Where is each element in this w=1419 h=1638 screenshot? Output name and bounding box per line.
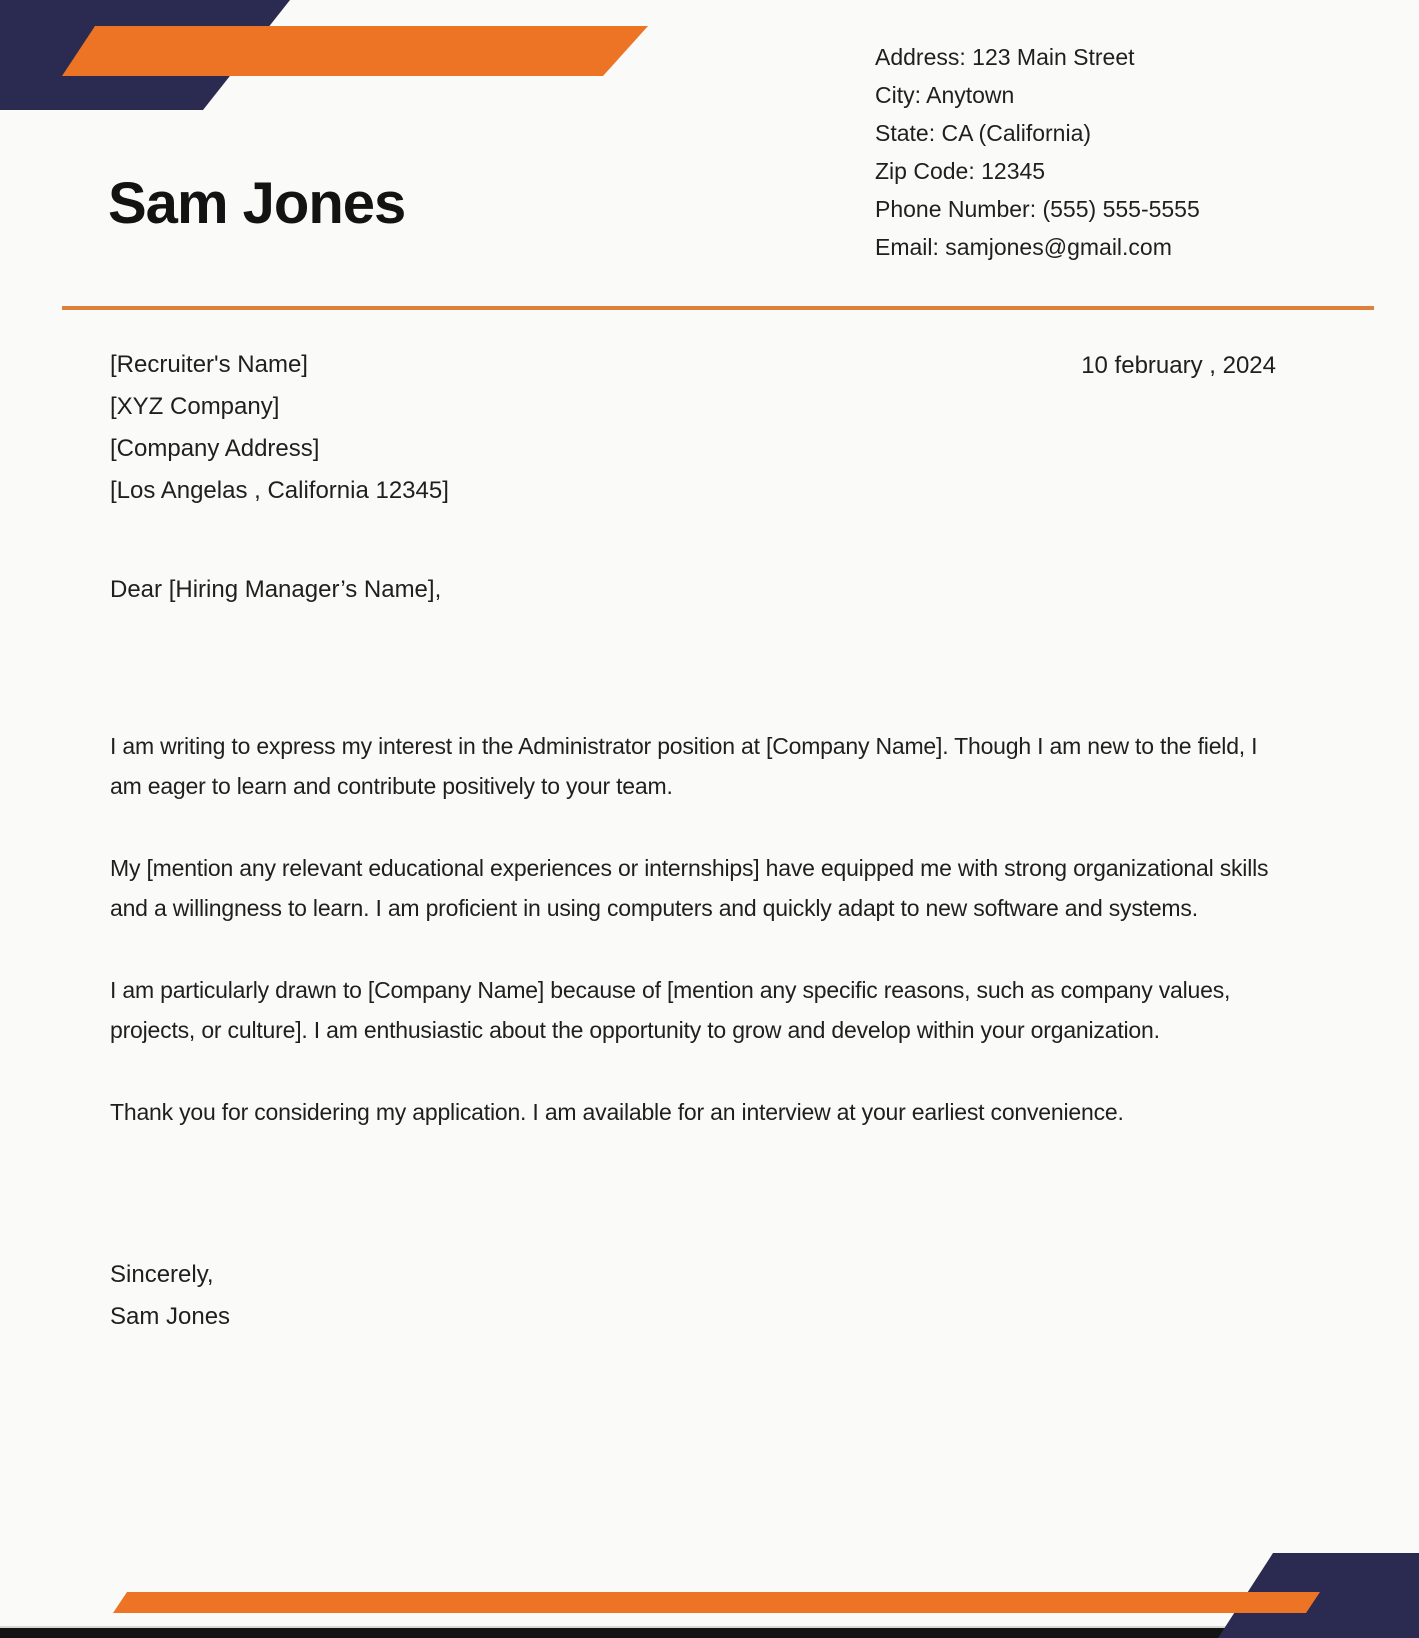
contact-info-block: [875, 38, 1200, 266]
letter-date: 10 february , 2024: [1081, 352, 1276, 379]
top-orange-band: [60, 26, 650, 76]
bottom-black-bar: [0, 1626, 1419, 1638]
salutation: Dear [Hiring Manager’s Name],: [110, 576, 442, 603]
closing-block: [110, 1254, 230, 1338]
recipient-company-line: [XYZ Company]: [110, 393, 280, 420]
contact-state-line: State: CA (California): [875, 120, 1092, 146]
recipient-name-line: [Recruiter's Name]: [110, 351, 308, 378]
contact-zip-line: Zip Code: 12345: [875, 158, 1046, 184]
page-title: Sam Jones: [108, 171, 406, 236]
paragraph-experience: My [mention any relevant educational experiences or internships] have equipped me with strong organizational skills and a willingness to learn. I am proficient in using computers and quickly adapt to new software and systems.: [110, 855, 1269, 921]
contact-city-line: City: Anytown: [875, 82, 1015, 108]
paragraph-intro: I am writing to express my interest in the Administrator position at [Company Name]. Though I am new to the field, I am eager to learn and contribute positively to your team.: [110, 733, 1258, 799]
signature-name: Sam Jones: [110, 1303, 231, 1330]
letter-body: [110, 726, 1275, 1174]
contact-address-line: Address: 123 Main Street: [875, 44, 1135, 70]
recipient-city-line: [Los Angelas , California 12345]: [110, 477, 449, 504]
header-divider-line: [62, 306, 1374, 310]
contact-email-line: Email: samjones@gmail.com: [875, 234, 1172, 260]
paragraph-thanks: Thank you for considering my application. I am available for an interview at your earliest convenience.: [110, 1099, 1124, 1125]
paragraph-motivation: I am particularly drawn to [Company Name] because of [mention any specific reasons, such as company values, projects, or culture]. I am enthusiastic about the opportunity to grow and develop within your organization.: [110, 977, 1231, 1043]
recipient-address-line: [Company Address]: [110, 435, 320, 462]
closing-word: Sincerely,: [110, 1261, 214, 1288]
contact-phone-line: Phone Number: (555) 555-5555: [875, 196, 1200, 222]
recipient-block: [110, 344, 449, 512]
bottom-orange-band: [113, 1592, 1320, 1613]
